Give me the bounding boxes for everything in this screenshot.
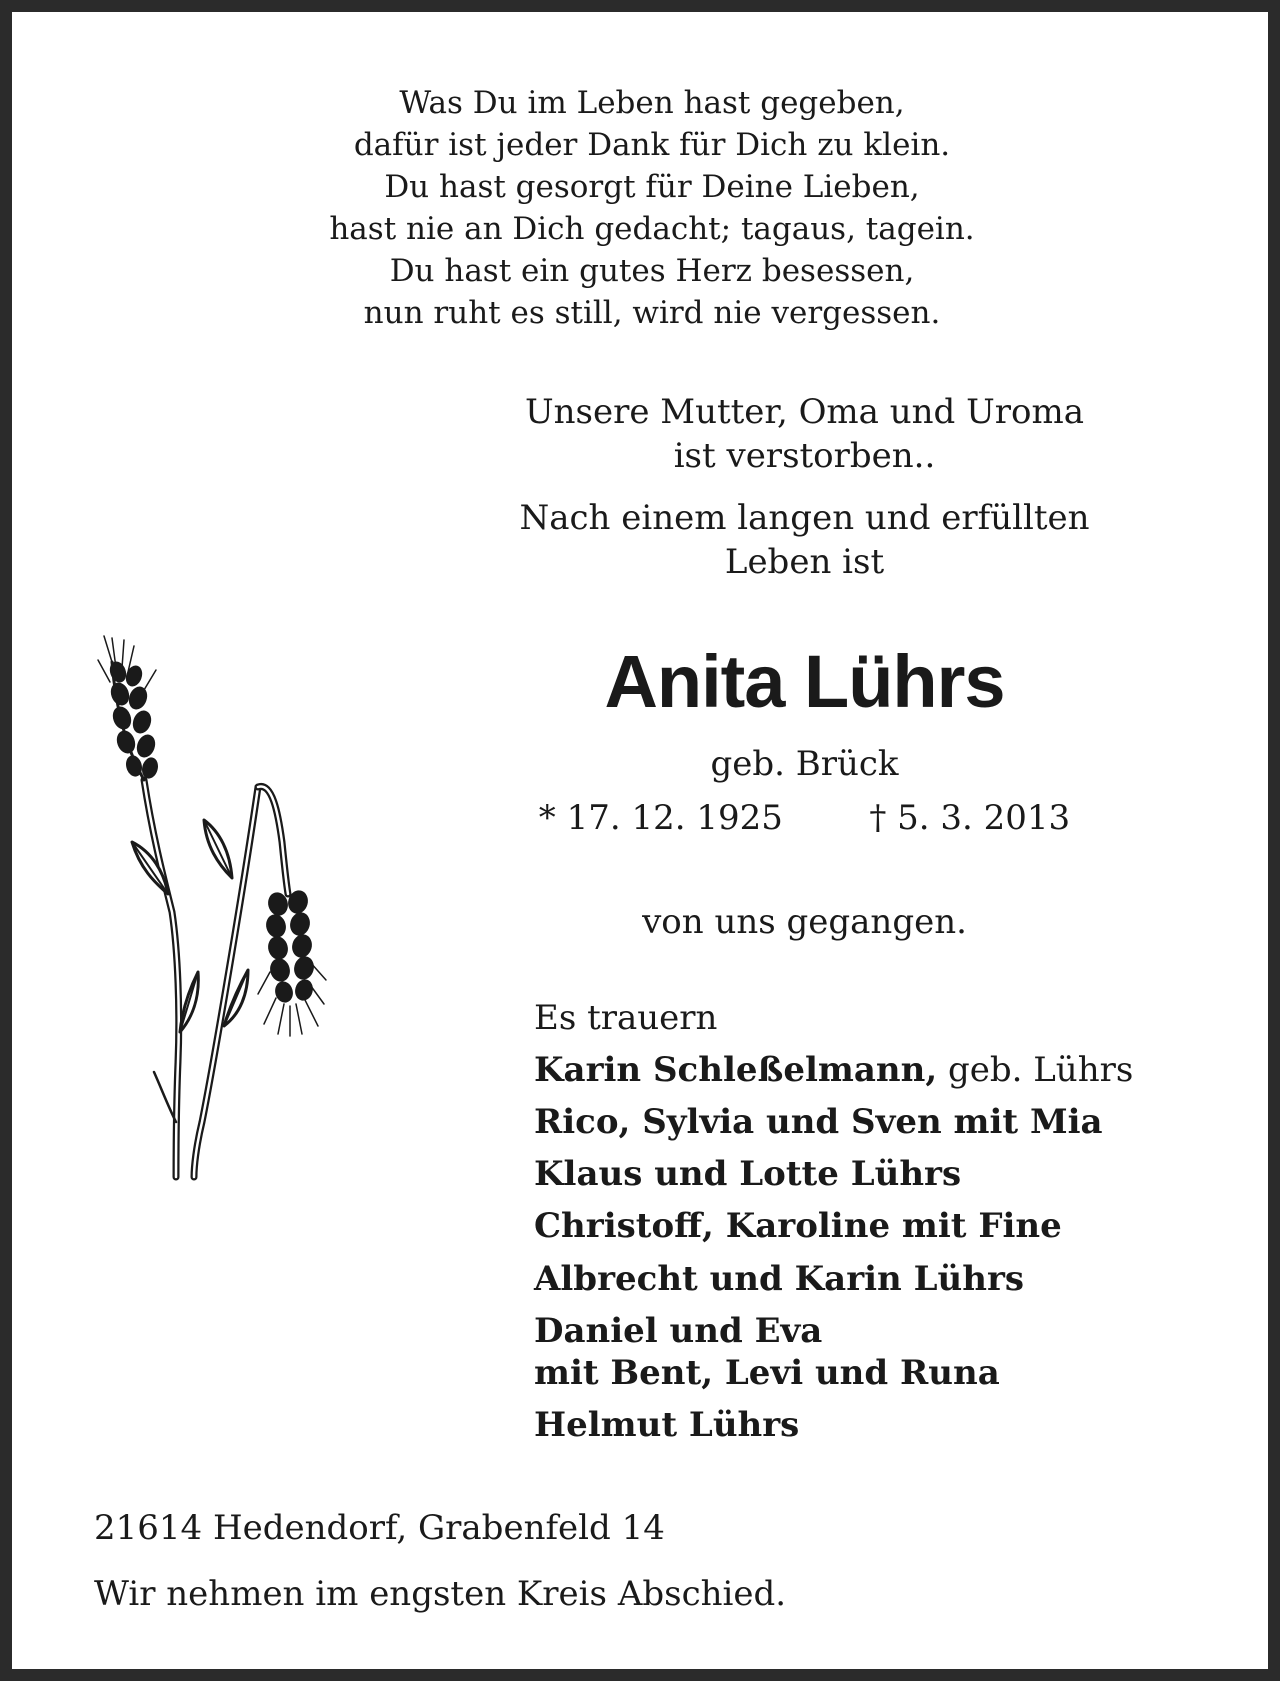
mourner-name: Christoff, Karoline mit Fine bbox=[534, 1206, 1062, 1246]
poem-line: Du hast gesorgt für Deine Lieben, bbox=[384, 169, 920, 205]
poem bbox=[12, 82, 1280, 334]
intro-announcement bbox=[452, 390, 1157, 478]
mourner-name: Daniel und Eva bbox=[534, 1311, 823, 1351]
mourner-note: geb. Lührs bbox=[937, 1050, 1134, 1090]
intro-life bbox=[452, 496, 1157, 584]
poem-line: dafür ist jeder Dank für Dich zu klein. bbox=[353, 127, 951, 163]
mourner-name: Albrecht und Karin Lührs bbox=[534, 1259, 1024, 1299]
life-dates bbox=[452, 796, 1157, 840]
mourners-heading: Es trauern bbox=[534, 998, 718, 1038]
mourners-list bbox=[534, 997, 1214, 1446]
mourner-name: mit Bent, Levi und Runa bbox=[534, 1353, 1000, 1393]
passing-text: von uns gegangen. bbox=[642, 902, 967, 942]
intro-line: Nach einem langen und erfüllten bbox=[519, 498, 1090, 538]
mourner-name: Klaus und Lotte Lührs bbox=[534, 1154, 962, 1194]
intro-line: Leben ist bbox=[724, 542, 885, 582]
maiden-name: geb. Brück bbox=[710, 744, 899, 784]
mourner-name: Rico, Sylvia und Sven mit Mia bbox=[534, 1102, 1103, 1142]
mourner-entry bbox=[534, 1049, 1214, 1091]
mourner-entry bbox=[534, 1310, 1214, 1352]
mourner-name: Helmut Lührs bbox=[534, 1405, 800, 1445]
intro-line: Unsere Mutter, Oma und Uroma bbox=[524, 392, 1085, 432]
mourner-entry bbox=[534, 1101, 1214, 1143]
intro-line: ist verstorben.. bbox=[673, 436, 936, 476]
poem-line: hast nie an Dich gedacht; tagaus, tagein. bbox=[329, 211, 975, 247]
address: 21614 Hedendorf, Grabenfeld 14 bbox=[94, 1508, 665, 1548]
mourner-entry bbox=[534, 1153, 1214, 1195]
wheat-ears-icon bbox=[92, 632, 352, 1192]
mourner-entry bbox=[534, 1205, 1214, 1247]
poem-line: Was Du im Leben hast gegeben, bbox=[399, 85, 905, 121]
mourner-entry bbox=[534, 1258, 1214, 1300]
deceased-name: Anita Lührs bbox=[604, 640, 1005, 723]
date-spacer bbox=[783, 798, 869, 838]
farewell-note: Wir nehmen im engsten Kreis Abschied. bbox=[94, 1574, 787, 1614]
mourner-entry bbox=[534, 1404, 1214, 1446]
death-date: † 5. 3. 2013 bbox=[869, 798, 1071, 838]
mourner-name: Karin Schleßelmann, bbox=[534, 1050, 938, 1090]
mourner-entry bbox=[534, 1352, 1214, 1394]
birth-date: * 17. 12. 1925 bbox=[538, 798, 783, 838]
poem-line: nun ruht es still, wird nie vergessen. bbox=[363, 295, 941, 331]
poem-line: Du hast ein gutes Herz besessen, bbox=[389, 253, 915, 289]
